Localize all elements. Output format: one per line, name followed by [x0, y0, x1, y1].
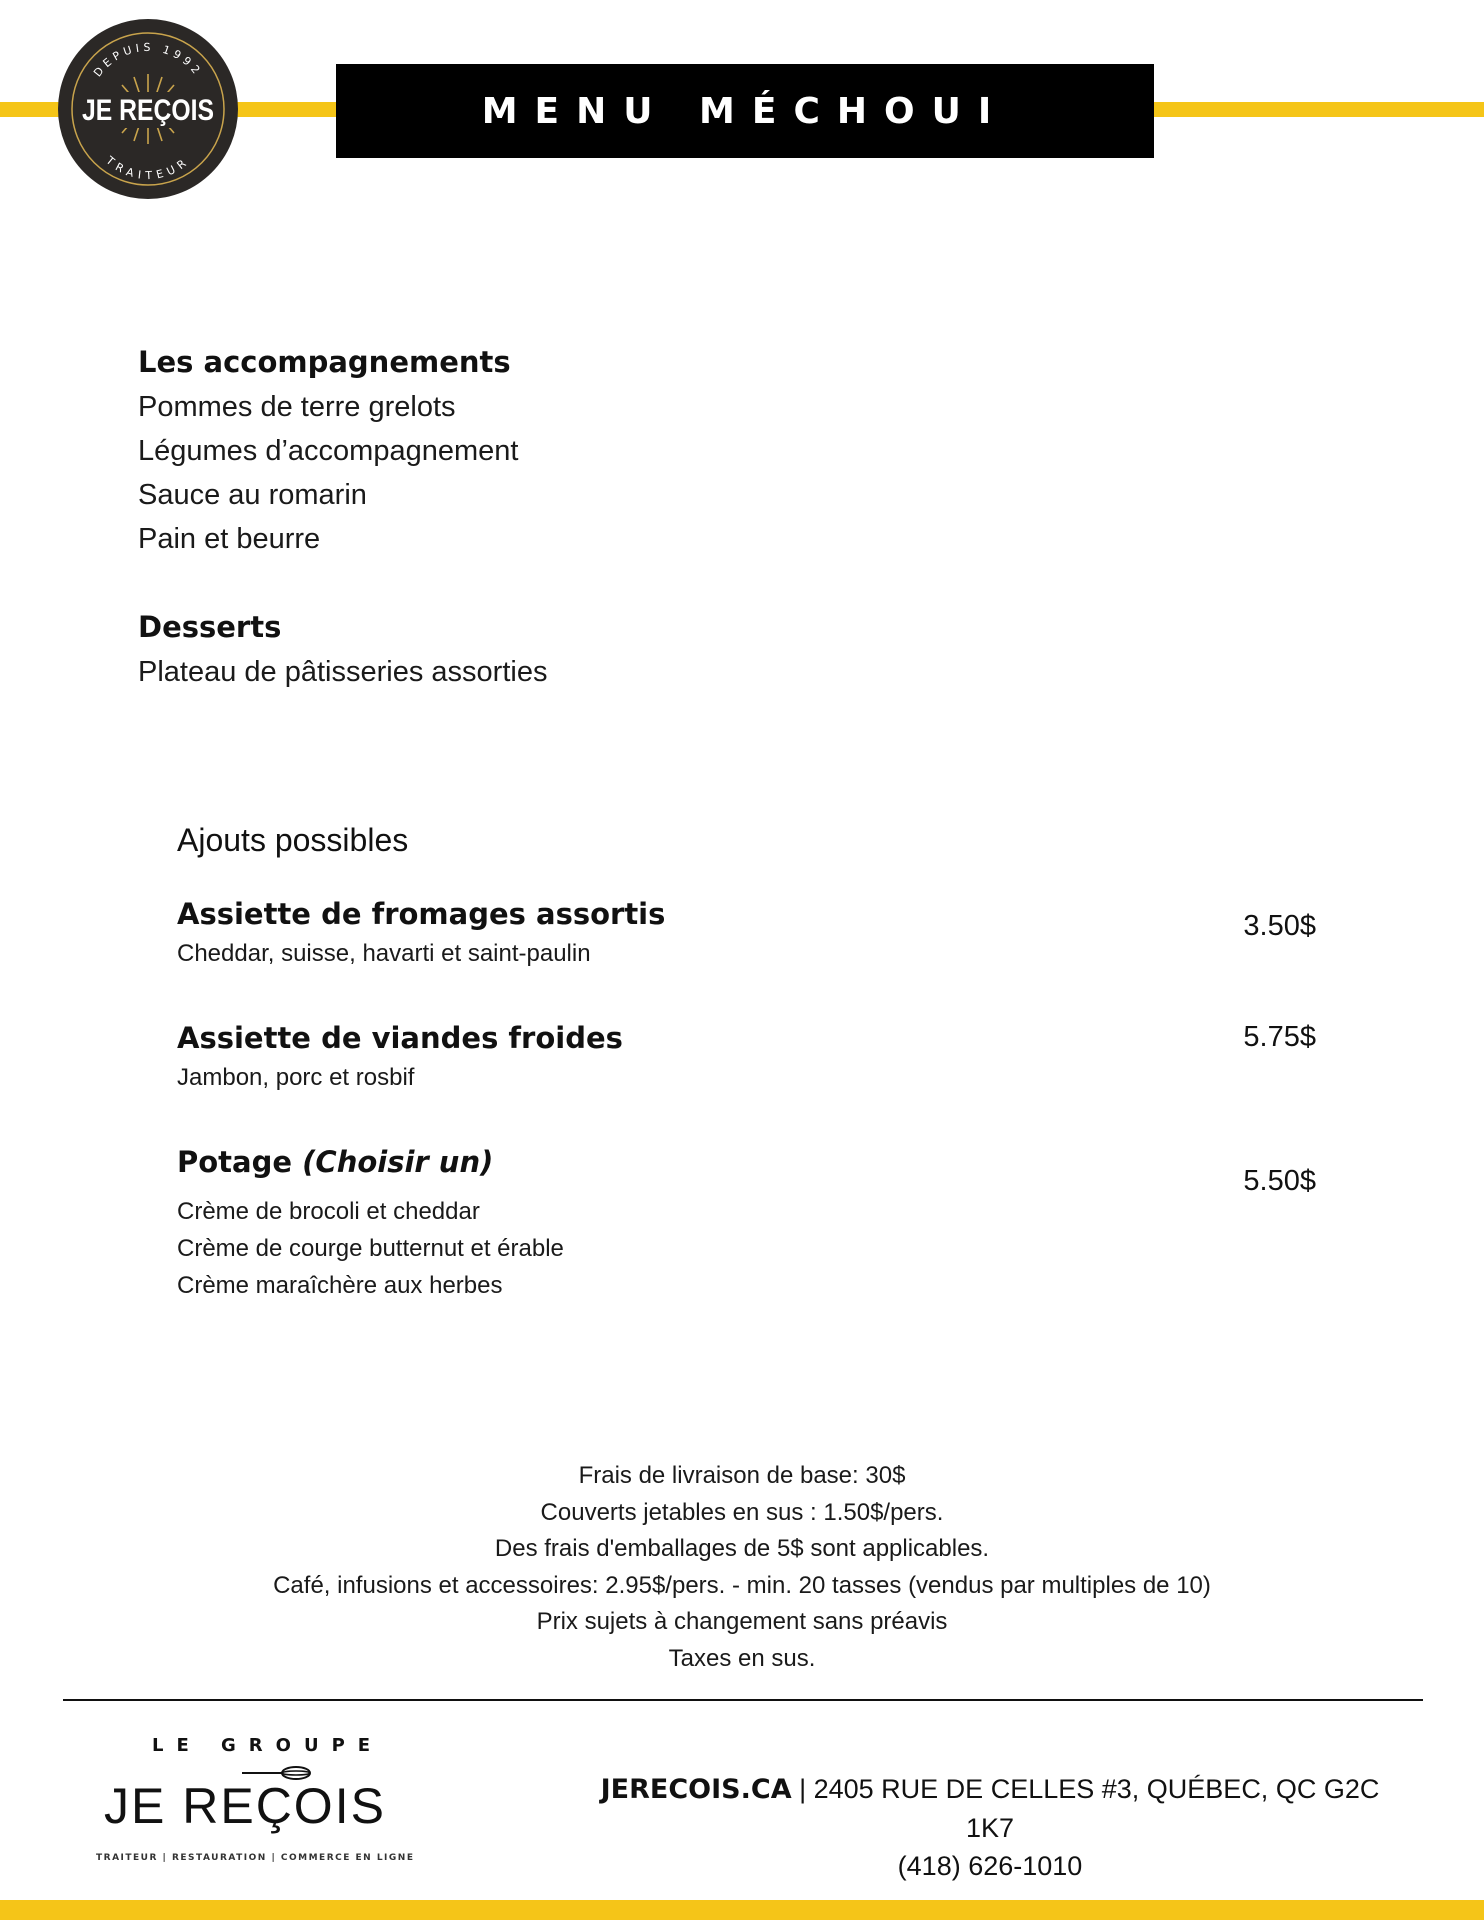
addon-desc-fromages: Cheddar, suisse, havarti et saint-paulin: [177, 940, 591, 967]
section-title-ajouts: Ajouts possibles: [177, 822, 409, 858]
website-link[interactable]: JERECOIS.CA: [600, 1774, 792, 1805]
potage-options-list: [177, 1193, 564, 1304]
brand-logo: [58, 19, 238, 199]
list-item: Légumes d’accompagnement: [138, 435, 519, 467]
accompagnements-list: [138, 385, 518, 561]
footer-address-line: [580, 1770, 1400, 1847]
logo-seal-graphic: [58, 19, 238, 199]
footer-logo-main: JE REÇOIS: [104, 1778, 386, 1834]
page-title-text: MENU MÉCHOUI: [481, 90, 1009, 132]
logo-name: JE REÇOIS: [82, 94, 214, 127]
note-line: Des frais d'emballages de 5$ sont applicables.: [494, 1535, 990, 1563]
addon-name-potage: [177, 1145, 493, 1179]
logo-arc-top-text: DEPUIS 1992: [91, 40, 205, 80]
list-item: Crème maraîchère aux herbes: [177, 1272, 503, 1299]
footer-contact: [580, 1770, 1400, 1885]
logo-arc-bottom-text: TRAITEUR: [103, 153, 193, 183]
list-item: Crème de brocoli et cheddar: [177, 1198, 480, 1225]
addon-price-fromages: 3.50$: [1243, 910, 1316, 942]
addon-price-viandes: 5.75$: [1243, 1021, 1316, 1053]
desserts-list: [138, 650, 547, 694]
note-line: Couverts jetables en sus : 1.50$/pers.: [540, 1498, 944, 1526]
section-title-accompagnements: Les accompagnements: [138, 345, 511, 379]
footer-logo: [92, 1735, 432, 1865]
addon-name-viandes: Assiette de viandes froides: [177, 1021, 623, 1055]
footer-logo-tagline: TRAITEUR | RESTAURATION | COMMERCE EN LIGNE: [96, 1853, 415, 1863]
section-title-desserts: Desserts: [138, 610, 282, 644]
footer-divider: [63, 1699, 1423, 1701]
list-item: Pommes de terre grelots: [138, 391, 456, 423]
note-line: Frais de livraison de base: 30$: [578, 1462, 906, 1489]
footer-phone: (418) 626-1010: [897, 1851, 1083, 1881]
list-item: Pain et beurre: [138, 523, 321, 555]
addon-name-fromages: Assiette de fromages assortis: [177, 897, 666, 931]
notes-list: [0, 1458, 1484, 1678]
addon-price-potage: 5.50$: [1243, 1165, 1316, 1197]
addon-name-potage-label: Potage: [177, 1145, 293, 1179]
footer-address: | 2405 RUE DE CELLES #3, QUÉBEC, QC G2C 1K7: [791, 1774, 1380, 1843]
list-item: Sauce au romarin: [138, 479, 367, 511]
addon-desc-viandes: Jambon, porc et rosbif: [177, 1064, 415, 1091]
note-line: Taxes en sus.: [668, 1644, 816, 1672]
addon-name-potage-note: (Choisir un): [302, 1145, 494, 1179]
note-line: Prix sujets à changement sans préavis: [536, 1608, 948, 1636]
footer-accent-line: [0, 1900, 1484, 1920]
footer-logo-top: LE GROUPE: [152, 1735, 384, 1756]
list-item: Plateau de pâtisseries assorties: [138, 656, 548, 688]
header-accent-line-right: [1154, 102, 1484, 117]
note-line: Café, infusions et accessoires: 2.95$/pers. - min. 20 tasses (vendus par multiples de 10): [273, 1571, 1211, 1599]
page-title: [336, 64, 1154, 158]
list-item: Crème de courge butternut et érable: [177, 1235, 564, 1262]
